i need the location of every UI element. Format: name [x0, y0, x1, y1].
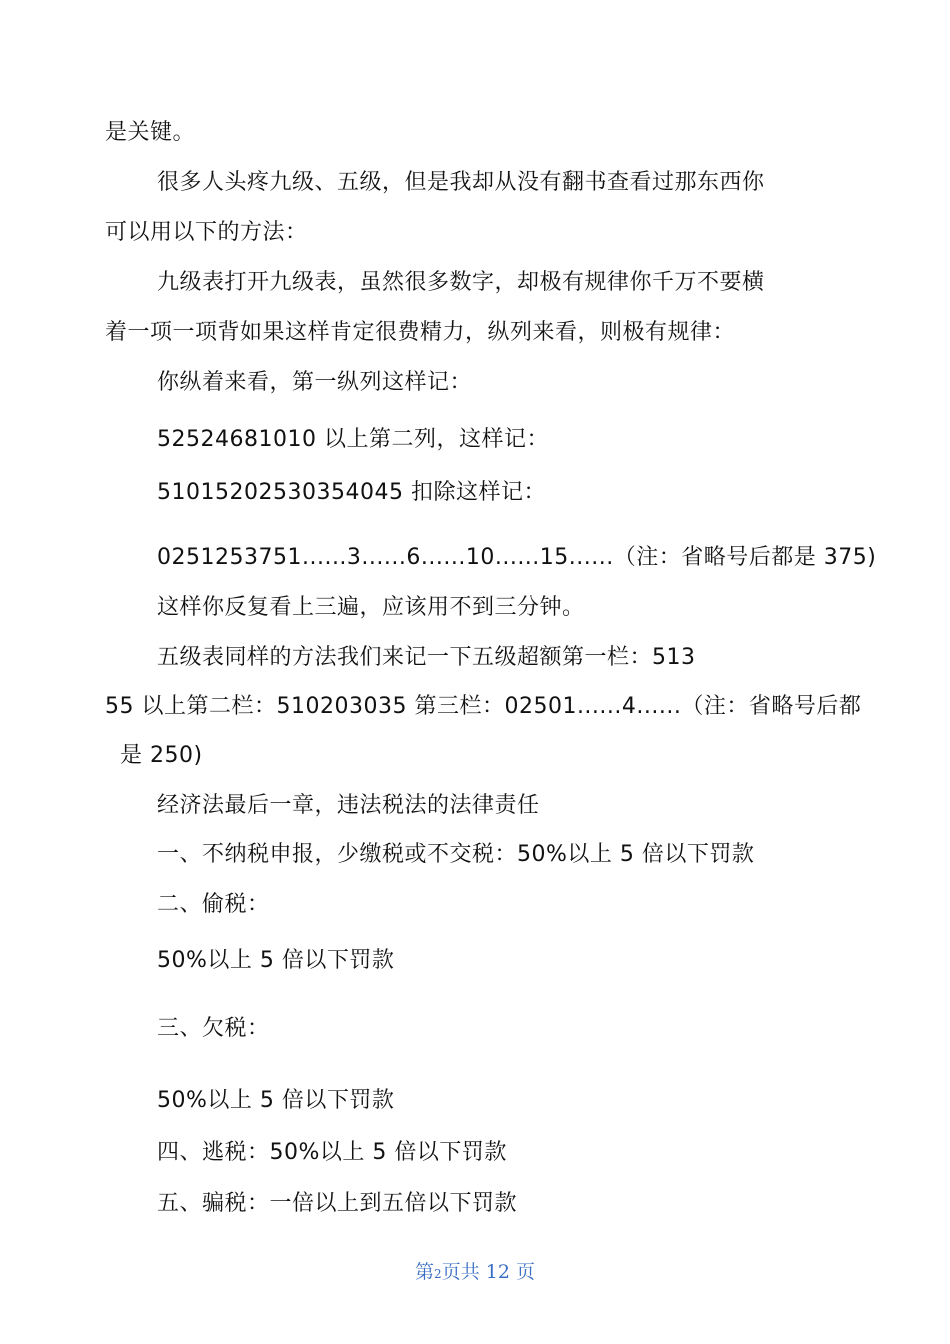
text-line-20: 四、逃税：50%以上 5 倍以下罚款: [157, 1140, 507, 1165]
text-line-14: 经济法最后一章，违法税法的法律责任: [157, 793, 540, 818]
text-line-10: 这样你反复看上三遍，应该用不到三分钟。: [157, 595, 585, 620]
text-line-17: 50%以上 5 倍以下罚款: [157, 948, 395, 973]
page-footer: [0, 1259, 950, 1287]
text-line-6: 你纵着来看，第一纵列这样记：: [157, 370, 473, 395]
text-line-12: 55 以上第二栏：510203035 第三栏：02501......4......（注：省略号后都: [105, 694, 862, 719]
footer-page-number: 2: [434, 1267, 442, 1281]
text-line-13: 是 250): [120, 743, 203, 768]
text-line-2: 很多人头疼九级、五级，但是我却从没有翻书查看过那东西你: [157, 170, 765, 195]
text-line-16: 二、偷税：: [157, 892, 270, 917]
text-line-4: 九级表打开九级表，虽然很多数字，却极有规律你千万不要横: [157, 270, 765, 295]
text-line-8: 51015202530354045 扣除这样记：: [157, 480, 546, 505]
text-line-19: 50%以上 5 倍以下罚款: [157, 1088, 395, 1113]
text-line-3: 可以用以下的方法：: [105, 220, 308, 245]
text-line-15: 一、不纳税申报，少缴税或不交税：50%以上 5 倍以下罚款: [157, 842, 755, 867]
text-line-11: 五级表同样的方法我们来记一下五级超额第一栏：513: [157, 645, 696, 670]
text-line-5: 着一项一项背如果这样肯定很费精力，纵列来看，则极有规律：: [105, 320, 736, 345]
text-line-7: 52524681010 以上第二列，这样记：: [157, 427, 549, 452]
footer-prefix: 第: [415, 1261, 435, 1283]
text-line-18: 三、欠税：: [157, 1016, 270, 1041]
text-line-21: 五、骗税：一倍以上到五倍以下罚款: [157, 1191, 518, 1216]
text-line-1: 是关键。: [105, 120, 196, 145]
text-line-9: 0251253751......3......6......10......15......（注：省略号后都是 375): [157, 545, 877, 570]
footer-middle: 页共: [441, 1261, 486, 1283]
footer-total-pages: 12: [485, 1261, 510, 1283]
footer-suffix: 页: [509, 1261, 535, 1283]
